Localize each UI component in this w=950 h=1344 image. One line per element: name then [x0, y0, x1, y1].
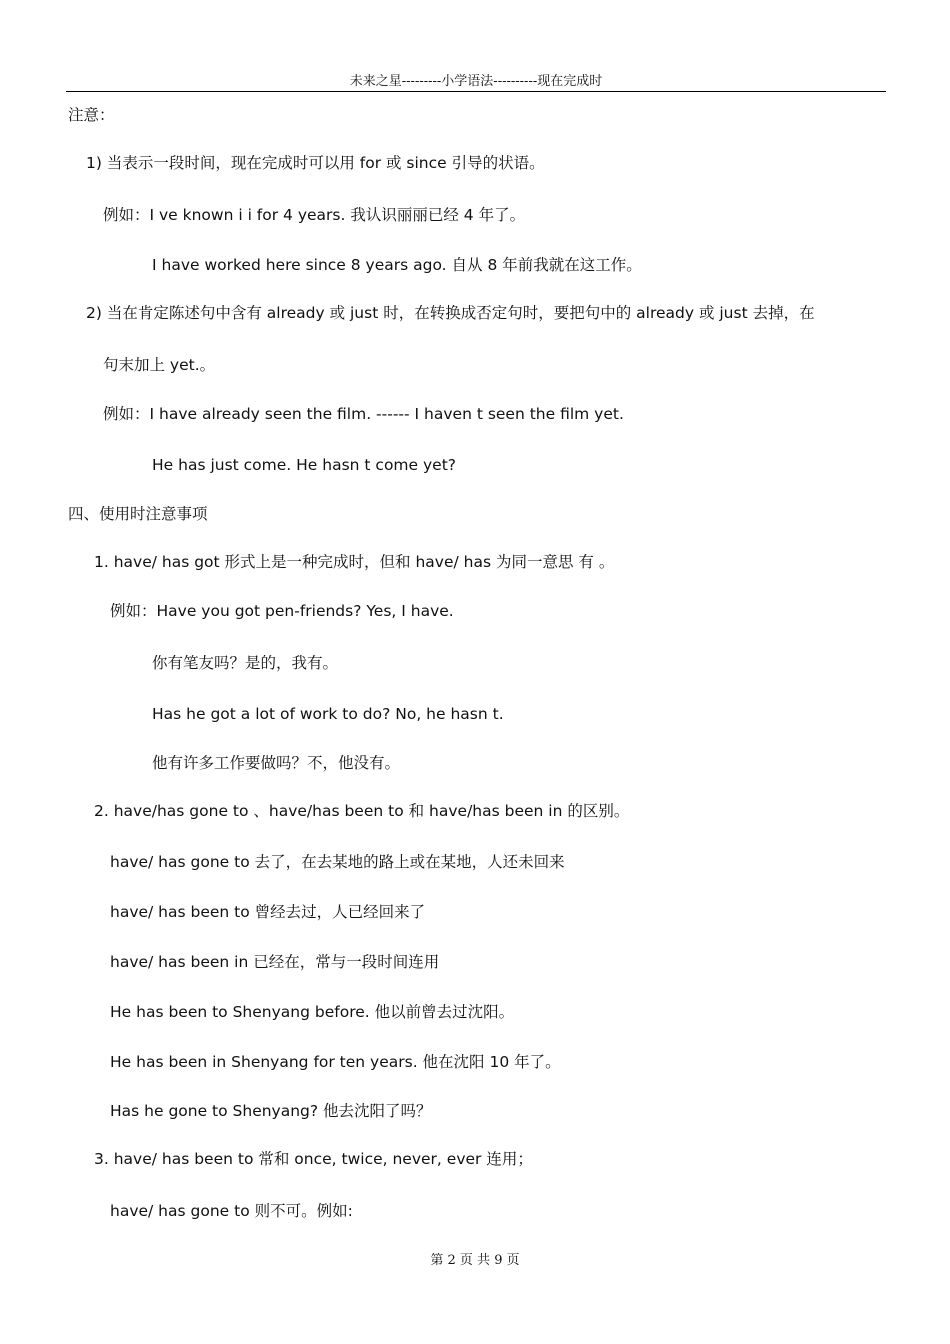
text-line: 例如：Have you got pen-friends? Yes, I have.	[110, 602, 454, 620]
text-line: have/ has gone to 则不可。例如:	[110, 1202, 353, 1220]
text-line: 你有笔友吗？是的，我有。	[152, 654, 339, 672]
text-line: Has he got a lot of work to do? No, he hasn t.	[152, 705, 504, 723]
text-line: 3. have/ has been to 常和 once, twice, never, ever 连用；	[94, 1150, 533, 1168]
text-line: 1. have/ has got 形式上是一种完成时，但和 have/ has 为同一意思 有 。	[94, 553, 615, 571]
text-line: He has just come. He hasn t come yet?	[152, 456, 456, 474]
text-line: 2) 当在肯定陈述句中含有 already 或 just 时，在转换成否定句时，要把句中的 already 或 just 去掉，在	[86, 304, 815, 322]
text-line: 他有许多工作要做吗？不，他没有。	[152, 754, 401, 772]
text-line: 四、使用时注意事项	[68, 505, 208, 523]
text-line: have/ has gone to 去了，在去某地的路上或在某地，人还未回来	[110, 853, 565, 871]
text-line: I have worked here since 8 years ago. 自从 8 年前我就在这工作。	[152, 256, 642, 274]
text-line: He has been in Shenyang for ten years. 他在沈阳 10 年了。	[110, 1053, 561, 1071]
text-line: 注意：	[68, 106, 115, 124]
text-line: Has he gone to Shenyang? 他去沈阳了吗？	[110, 1102, 432, 1120]
text-line: 例如：I ve known i i for 4 years. 我认识丽丽已经 4 年了。	[103, 206, 526, 224]
text-line: He has been to Shenyang before. 他以前曾去过沈阳。	[110, 1003, 515, 1021]
text-line: 句末加上 yet.。	[103, 356, 216, 374]
page-footer: 第 2 页 共 9 页	[430, 1253, 520, 1268]
text-line: have/ has been to 曾经去过，人已经回来了	[110, 903, 426, 921]
text-line: 例如：I have already seen the film. ------ I haven t seen the film yet.	[103, 405, 624, 423]
text-line: have/ has been in 已经在，常与一段时间连用	[110, 953, 440, 971]
page-header: 未来之星---------小学语法----------现在完成时	[66, 70, 886, 92]
text-line: 1) 当表示一段时间，现在完成时可以用 for 或 since 引导的状语。	[86, 154, 545, 172]
text-line: 2. have/has gone to 、have/has been to 和 have/has been in 的区别。	[94, 802, 630, 820]
